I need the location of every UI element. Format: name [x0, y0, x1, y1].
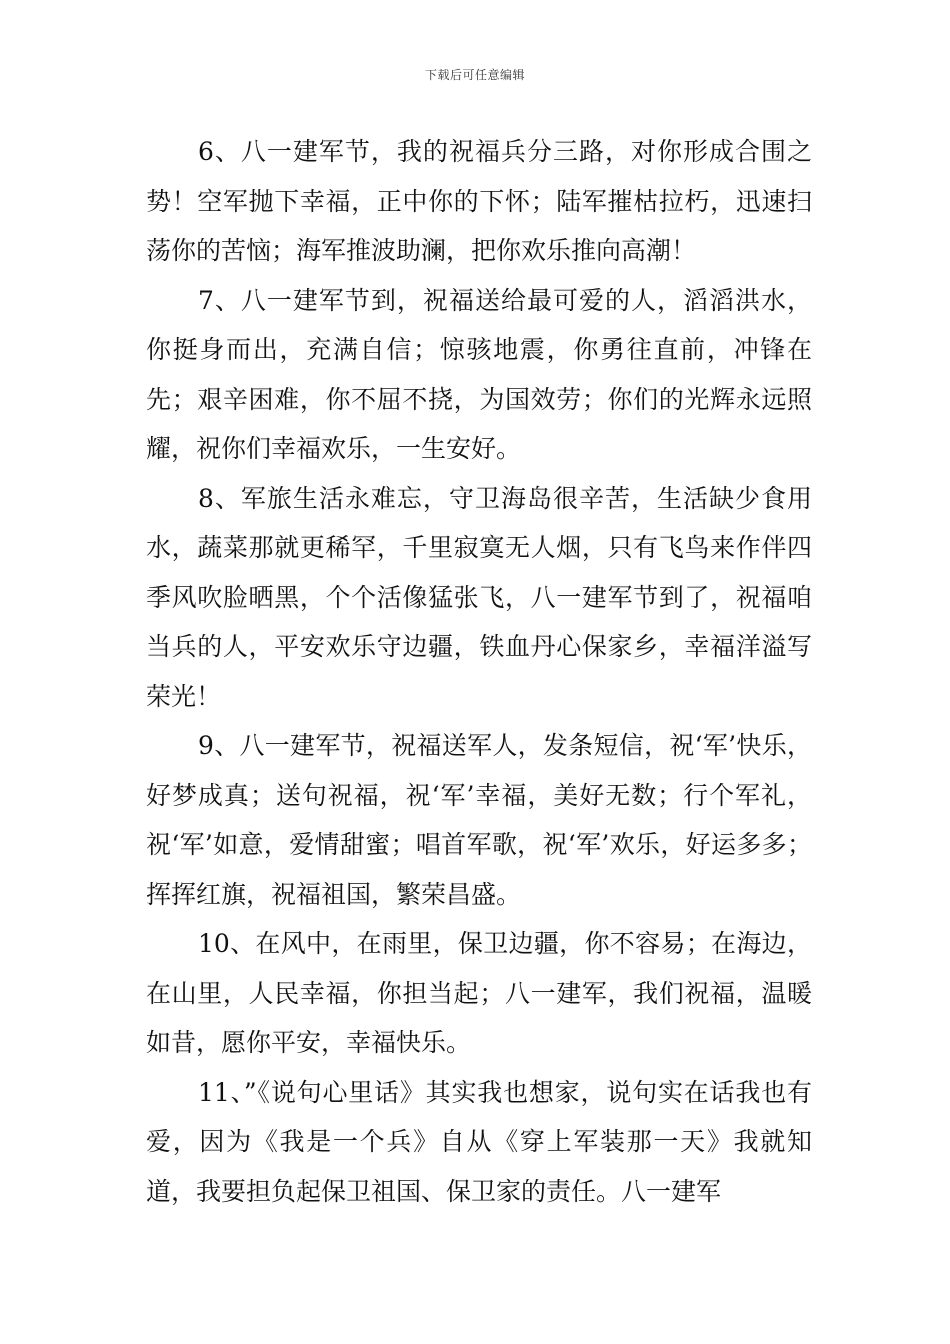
paragraph-10: 10、在风中，在雨里，保卫边疆，你不容易；在海边，在山里，人民幸福，你担当起；八一建军，我们祝福，温暖如昔，愿你平安，幸福快乐。: [146, 929, 812, 1057]
page-header: 下载后可任意编辑: [424, 68, 525, 82]
paragraph-6: 6、八一建军节，我的祝福兵分三路，对你形成合围之势！空军抛下幸福，正中你的下怀；陆军摧枯拉朽，迅速扫荡你的苦恼；海军推波助澜，把你欢乐推向高潮！: [146, 137, 812, 265]
paragraph-11: 11、”《说句心里话》其实我也想家，说句实在话我也有爱，因为《我是一个兵》自从《穿上军装那一天》我就知道，我要担负起保卫祖国、保卫家的责任。八一建军: [146, 1077, 812, 1206]
paragraph-8: 8、军旅生活永难忘，守卫海岛很辛苦，生活缺少食用水，蔬菜那就更稀罕，千里寂寞无人烟，只有飞鸟来作伴四季风吹脸晒黑，个个活像猛张飞，八一建军节到了，祝福咱当兵的人，平安欢乐守边疆，铁血丹心保家乡，幸福洋溢写荣光！: [146, 483, 812, 711]
paragraph-9: 9、八一建军节，祝福送军人，发条短信，祝‘军’快乐，好梦成真；送句祝福，祝‘军’幸福，美好无数；行个军礼，祝‘军’如意，爱情甜蜜；唱首军歌，祝‘军’欢乐，好运多多；挥挥红旗，祝福祖国，繁荣昌盛。: [146, 731, 812, 909]
document-body: [146, 127, 812, 1216]
paragraph-7: 7、八一建军节到，祝福送给最可爱的人，滔滔洪水，你挺身而出，充满自信；惊骇地震，你勇往直前，冲锋在先；艰辛困难，你不屈不挠，为国效劳；你们的光辉永远照耀，祝你们幸福欢乐，一生安好。: [146, 285, 812, 463]
